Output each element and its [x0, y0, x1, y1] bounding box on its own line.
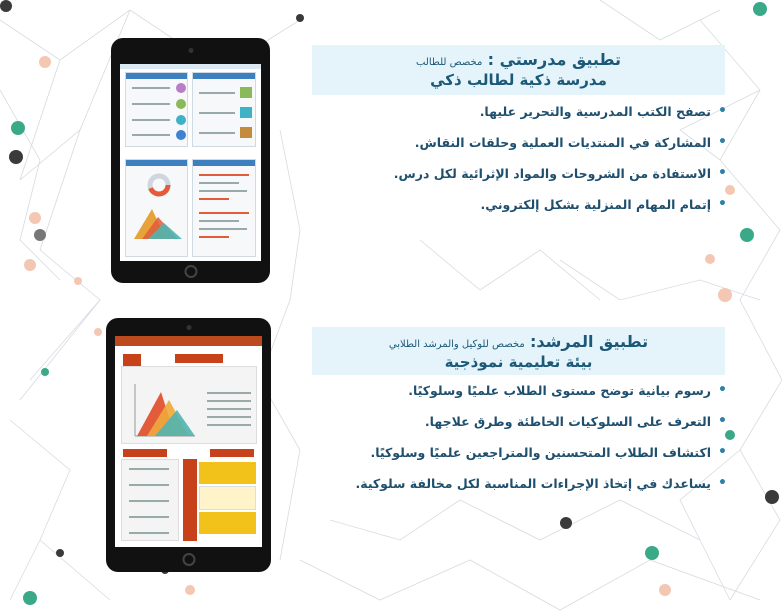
camera-icon	[188, 48, 193, 53]
student-app-features	[327, 104, 727, 228]
student-app-header	[312, 45, 725, 95]
feature-item: • تصفح الكتب المدرسية والتحرير عليها.	[327, 104, 727, 119]
counselor-app-tagline: بيئة تعليمية نموذجية	[444, 353, 593, 371]
counselor-app-title: تطبيق المرشد:	[529, 332, 649, 351]
tablet-screen-counselor	[115, 336, 262, 547]
student-app-subtitle: مخصص للطالب	[415, 57, 483, 68]
counselor-app-features	[327, 383, 727, 507]
tablet-counselor-app	[106, 318, 271, 572]
home-button	[182, 553, 195, 566]
feature-item: • التعرف على السلوكيات الخاطئة وطرق علاجها.	[327, 414, 727, 429]
feature-item: • يساعدك في إتخاذ الإجراءات المناسبة لكل مخالفة سلوكية.	[327, 476, 727, 491]
tablet-screen-student	[120, 64, 261, 261]
counselor-app-header	[312, 327, 725, 375]
feature-item: • المشاركة في المنتديات العملية وحلقات النقاش.	[327, 135, 727, 150]
camera-icon	[186, 325, 191, 330]
tablet-student-app	[111, 38, 270, 283]
feature-item: • إتمام المهام المنزلية بشكل إلكتروني.	[327, 197, 727, 212]
feature-item: • اكتشاف الطلاب المتحسنين والمتراجعين علميًا وسلوكيًا.	[327, 445, 727, 460]
counselor-app-subtitle: مخصص للوكيل والمرشد الطلابي	[388, 339, 525, 350]
feature-item: • الاستفادة من الشروحات والمواد الإثرائية لكل درس.	[327, 166, 727, 181]
student-app-tagline: مدرسة ذكية لطالب ذكي	[430, 71, 607, 89]
student-app-title: تطبيق مدرستي :	[487, 50, 622, 69]
home-button	[184, 265, 197, 278]
feature-item: • رسوم بيانية توضح مستوى الطلاب علميًا وسلوكيًا.	[327, 383, 727, 398]
